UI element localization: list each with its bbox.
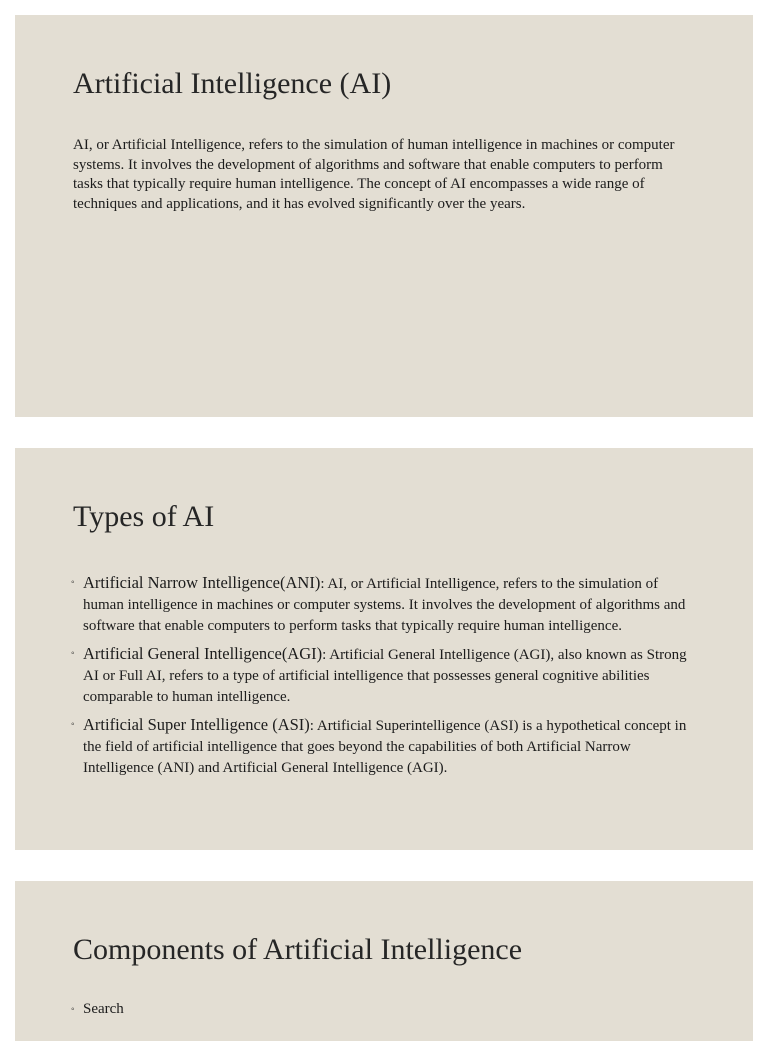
bullet-text: : Artificial Superintelligence (ASI) is a hypothetical concept in the field of artificial intelligence that goes beyond the capabilities of both Artificial Narrow Intelligence (ANI) and Artificial General Intelligence (AGI). [83, 718, 687, 776]
slide-ai-definition [15, 15, 753, 417]
list-item [73, 643, 698, 708]
bullet-term: Artificial Super Intelligence (ASI) [83, 715, 310, 734]
bullet-text: Search [83, 1001, 124, 1017]
bullet-text: : AI, or Artificial Intelligence, refers to the simulation of human intelligence in machines or computer systems. It involves the development of algorithms and software that enable computers to perform tasks that typically require human intelligence. [83, 576, 686, 634]
slide-body-text: AI, or Artificial Intelligence, refers to the simulation of human intelligence in machines or computer systems. It involves the development of algorithms and software that enable computers to perform tasks that typically require human intelligence. The concept of AI encompasses a wide range of techniques and applications, and it has evolved significantly over the years. [73, 137, 675, 212]
slide-title: Components of Artificial Intelligence [73, 933, 523, 966]
bullet-icon: ◦ [71, 577, 75, 588]
slide-title: Types of AI [73, 500, 215, 533]
slide-title: Artificial Intelligence (AI) [73, 67, 392, 100]
bullet-icon: ◦ [71, 1004, 75, 1015]
bullet-term: Artificial Narrow Intelligence(ANI) [83, 573, 321, 592]
bullet-text: : Artificial General Intelligence (AGI), also known as Strong AI or Full AI, refers to a type of artificial intelligence that possesses general cognitive abilities comparable to human intelligence. [83, 647, 687, 705]
bullet-icon: ◦ [71, 719, 75, 730]
slide-types-of-ai [15, 448, 753, 850]
list-item [73, 572, 698, 637]
list-item [73, 999, 703, 1020]
bullet-list [73, 572, 698, 779]
bullet-list [73, 999, 703, 1020]
bullet-icon: ◦ [71, 648, 75, 659]
list-item [73, 714, 698, 779]
slide-components-of-ai [15, 881, 753, 1041]
bullet-term: Artificial General Intelligence(AGI) [83, 644, 323, 663]
